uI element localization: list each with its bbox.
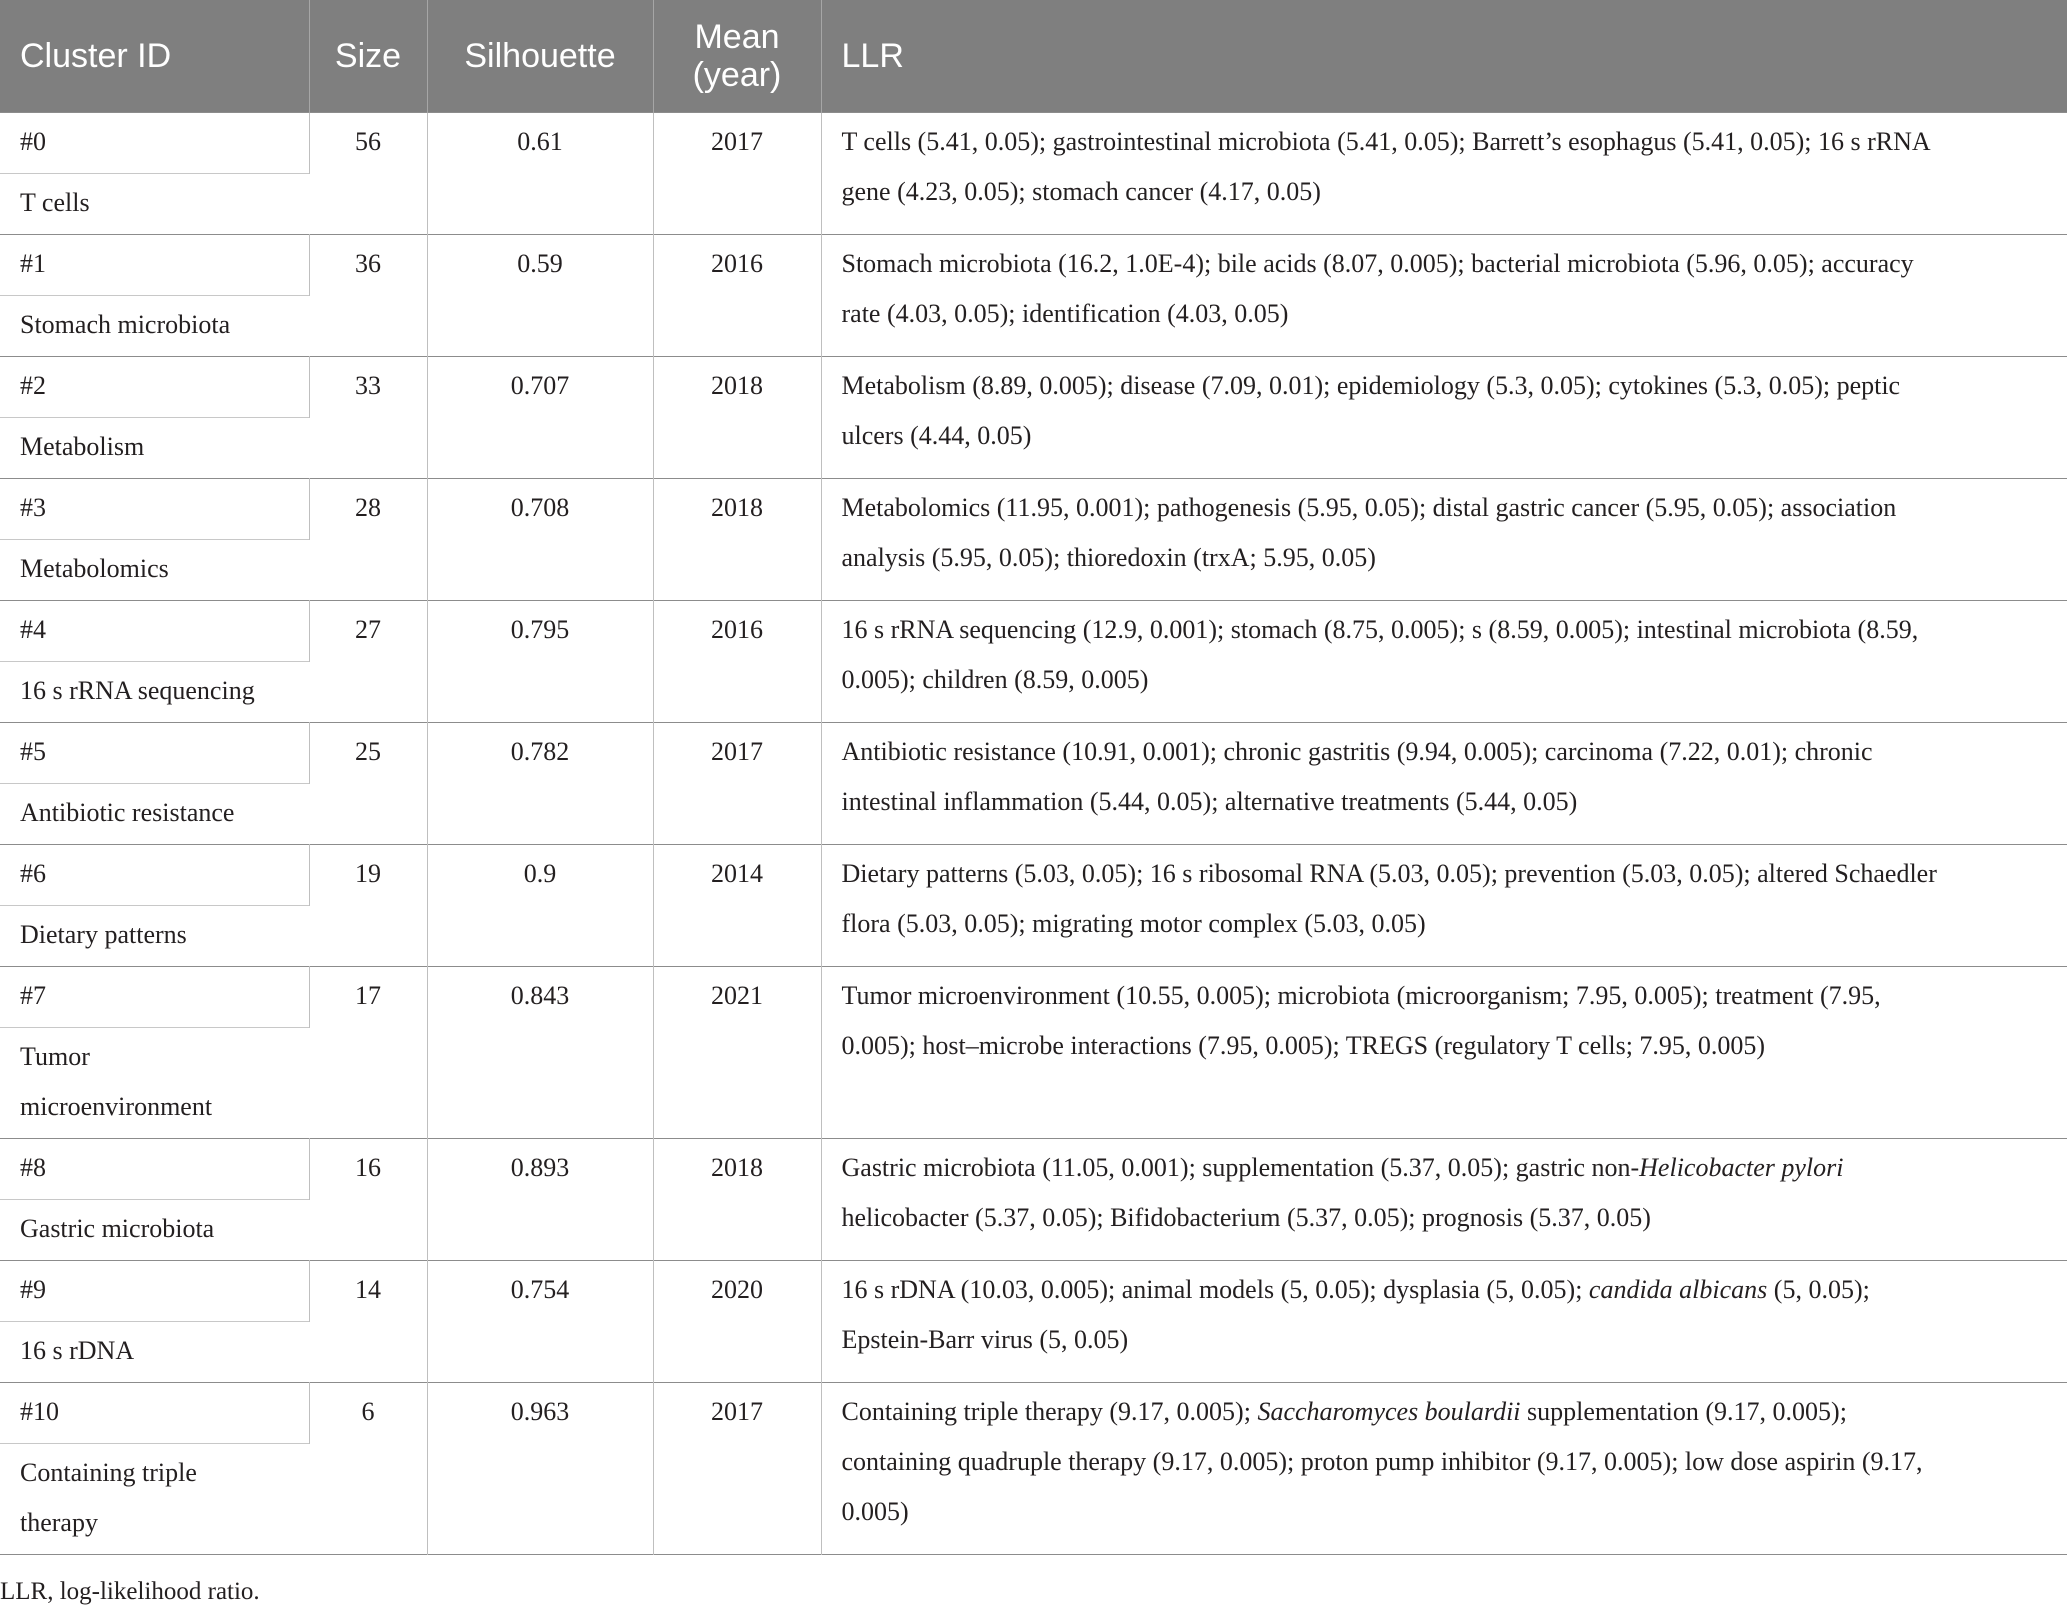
cluster-name: 16 s rDNA [20, 1336, 135, 1365]
table-footnote: LLR, log-likelihood ratio. [0, 1578, 260, 1605]
llr-line [842, 1397, 1847, 1426]
header-llr: LLR [821, 0, 2067, 113]
cluster-silhouette: 0.9 [427, 845, 653, 967]
header-silhouette: Silhouette [427, 0, 653, 113]
cluster-name: Gastric microbiota [20, 1214, 215, 1243]
llr-line: Tumor microenvironment (10.55, 0.005); microbiota (microorganism; 7.95, 0.005); treatment (7.95, [841, 981, 1881, 1010]
cluster-name-line: therapy [20, 1508, 98, 1537]
llr-line: rate (4.03, 0.05); identification (4.03, 0.05) [841, 299, 1289, 328]
table-row [0, 357, 2067, 418]
header-cluster-id: Cluster ID [0, 0, 309, 113]
cluster-size: 33 [309, 357, 427, 479]
cluster-silhouette: 0.708 [427, 479, 653, 601]
cluster-name: Metabolism [20, 432, 145, 461]
llr-italic-term: candida albicans [1588, 1275, 1768, 1304]
cluster-name-line: Containing triple [20, 1458, 197, 1487]
cluster-llr [821, 357, 2067, 479]
cluster-id: #10 [0, 1383, 309, 1444]
llr-line: gene (4.23, 0.05); stomach cancer (4.17, 0.05) [841, 177, 1321, 206]
cluster-size: 14 [309, 1261, 427, 1383]
llr-line: containing quadruple therapy (9.17, 0.005); proton pump inhibitor (9.17, 0.005); low dose aspirin (9.17, [841, 1447, 1923, 1476]
llr-text: supplementation (9.17, 0.005); [1520, 1397, 1847, 1426]
llr-line: 0.005) [841, 1497, 909, 1526]
table-row [0, 235, 2067, 296]
cluster-llr [821, 723, 2067, 845]
cluster-silhouette: 0.754 [427, 1261, 653, 1383]
cluster-mean-year: 2016 [653, 601, 821, 723]
table-row [0, 601, 2067, 662]
cluster-silhouette: 0.707 [427, 357, 653, 479]
llr-line: 0.005); host–microbe interactions (7.95, 0.005); TREGS (regulatory T cells; 7.95, 0.005) [841, 1031, 1766, 1060]
cluster-id: #1 [0, 235, 309, 296]
llr-line: Epstein-Barr virus (5, 0.05) [841, 1325, 1129, 1354]
llr-line: intestinal inflammation (5.44, 0.05); alternative treatments (5.44, 0.05) [841, 787, 1578, 816]
llr-line: T cells (5.41, 0.05); gastrointestinal microbiota (5.41, 0.05); Barrett’s esophagus (5.41, 0.05); 16 s rRNA [841, 127, 1931, 156]
cluster-name [0, 1444, 309, 1555]
cluster-name: Metabolomics [20, 554, 169, 583]
table-row [0, 1139, 2067, 1200]
cluster-llr [821, 479, 2067, 601]
llr-line: helicobacter (5.37, 0.05); Bifidobacterium (5.37, 0.05); prognosis (5.37, 0.05) [841, 1203, 1651, 1232]
cluster-silhouette: 0.61 [427, 113, 653, 235]
cluster-mean-year: 2018 [653, 1139, 821, 1261]
llr-line [842, 1275, 1870, 1304]
cluster-mean-year: 2016 [653, 235, 821, 357]
cluster-size: 36 [309, 235, 427, 357]
cluster-name: Antibiotic resistance [20, 798, 235, 827]
cluster-silhouette: 0.59 [427, 235, 653, 357]
cluster-mean-year: 2017 [653, 1383, 821, 1555]
cluster-llr [821, 845, 2067, 967]
llr-line: Dietary patterns (5.03, 0.05); 16 s ribosomal RNA (5.03, 0.05); prevention (5.03, 0.05); altered Schaedler [841, 859, 1937, 888]
llr-line [842, 1153, 1844, 1182]
cluster-mean-year: 2014 [653, 845, 821, 967]
cluster-size: 56 [309, 113, 427, 235]
cluster-name [0, 1028, 309, 1139]
cluster-llr [821, 601, 2067, 723]
cluster-name: T cells [20, 188, 90, 217]
cluster-llr [821, 1261, 2067, 1383]
table-row [0, 967, 2067, 1028]
cluster-mean-year: 2018 [653, 479, 821, 601]
cluster-size: 28 [309, 479, 427, 601]
cluster-llr [821, 235, 2067, 357]
cluster-id: #4 [0, 601, 309, 662]
cluster-silhouette: 0.963 [427, 1383, 653, 1555]
llr-text: 16 s rDNA (10.03, 0.005); animal models (5, 0.05); dysplasia (5, 0.05); [841, 1275, 1589, 1304]
cluster-id: #5 [0, 723, 309, 784]
cluster-silhouette: 0.795 [427, 601, 653, 723]
llr-line: 0.005); children (8.59, 0.005) [841, 665, 1149, 694]
cluster-mean-year: 2017 [653, 723, 821, 845]
cluster-llr [821, 1383, 2067, 1555]
cluster-size: 17 [309, 967, 427, 1139]
cluster-name: Dietary patterns [20, 920, 187, 949]
cluster-size: 16 [309, 1139, 427, 1261]
table-row [0, 1383, 2067, 1444]
cluster-name: 16 s rRNA sequencing [20, 676, 255, 705]
llr-text: Containing triple therapy (9.17, 0.005); [841, 1397, 1258, 1426]
cluster-id: #0 [0, 113, 309, 174]
llr-italic-term: Saccharomyces boulardii [1257, 1397, 1521, 1426]
header-mean-label: Mean [694, 18, 780, 56]
cluster-id: #6 [0, 845, 309, 906]
cluster-silhouette: 0.782 [427, 723, 653, 845]
header-size: Size [309, 0, 427, 113]
cluster-name-line: microenvironment [20, 1092, 213, 1121]
cluster-size: 6 [309, 1383, 427, 1555]
cluster-llr [821, 1139, 2067, 1261]
cluster-size: 27 [309, 601, 427, 723]
cluster-silhouette: 0.843 [427, 967, 653, 1139]
cluster-llr [821, 113, 2067, 235]
cluster-mean-year: 2018 [653, 357, 821, 479]
llr-line: 16 s rRNA sequencing (12.9, 0.001); stomach (8.75, 0.005); s (8.59, 0.005); intestinal microbiota (8.59, [841, 615, 1919, 644]
cluster-size: 25 [309, 723, 427, 845]
cluster-name-line: Tumor [20, 1042, 90, 1071]
cluster-mean-year: 2020 [653, 1261, 821, 1383]
table-row [0, 723, 2067, 784]
cluster-id: #3 [0, 479, 309, 540]
cluster-llr [821, 967, 2067, 1139]
cluster-id: #2 [0, 357, 309, 418]
table-row [0, 1261, 2067, 1322]
cluster-silhouette: 0.893 [427, 1139, 653, 1261]
cluster-id: #7 [0, 967, 309, 1028]
llr-italic-term: Helicobacter pylori [1639, 1153, 1844, 1182]
cluster-name: Stomach microbiota [20, 310, 231, 339]
llr-line: flora (5.03, 0.05); migrating motor complex (5.03, 0.05) [841, 909, 1426, 938]
llr-line: Metabolism (8.89, 0.005); disease (7.09, 0.01); epidemiology (5.3, 0.05); cytokines (5.3, 0.05); peptic [841, 371, 1901, 400]
cluster-id: #9 [0, 1261, 309, 1322]
table-row [0, 113, 2067, 174]
cluster-size: 19 [309, 845, 427, 967]
cluster-mean-year: 2021 [653, 967, 821, 1139]
llr-text: (5, 0.05); [1767, 1275, 1870, 1304]
header-year-label: (year) [692, 56, 782, 94]
table-row [0, 845, 2067, 906]
llr-line: ulcers (4.44, 0.05) [841, 421, 1032, 450]
table-row [0, 479, 2067, 540]
cluster-id: #8 [0, 1139, 309, 1200]
header-row [0, 0, 2067, 113]
llr-line: Metabolomics (11.95, 0.001); pathogenesis (5.95, 0.05); distal gastric cancer (5.95, 0.05); association [841, 493, 1897, 522]
llr-line: Antibiotic resistance (10.91, 0.001); chronic gastritis (9.94, 0.005); carcinoma (7.22, 0.01); chronic [841, 737, 1873, 766]
header-mean-year [653, 0, 821, 113]
llr-line: analysis (5.95, 0.05); thioredoxin (trxA; 5.95, 0.05) [841, 543, 1376, 572]
llr-text: Gastric microbiota (11.05, 0.001); supplementation (5.37, 0.05); gastric non- [841, 1153, 1640, 1182]
cluster-mean-year: 2017 [653, 113, 821, 235]
llr-line: Stomach microbiota (16.2, 1.0E-4); bile acids (8.07, 0.005); bacterial microbiota (5.96, 0.05); accuracy [841, 249, 1914, 278]
